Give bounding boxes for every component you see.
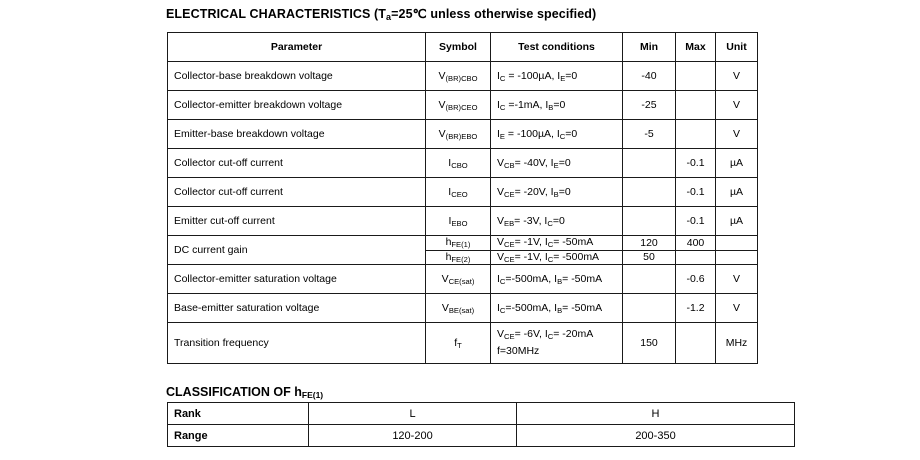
symbol-subscript: EBO [451, 218, 468, 228]
cell-test-conditions [491, 91, 623, 120]
cond-rest2: =0 [552, 214, 565, 227]
cell-unit: V [716, 120, 758, 149]
cond-sub2: C [547, 254, 554, 264]
classification-range-row [168, 425, 795, 447]
table-row [168, 120, 758, 149]
symbol-subscript: CBO [451, 160, 468, 170]
table-row [168, 149, 758, 178]
symbol-main: V [438, 98, 446, 111]
table-row [168, 62, 758, 91]
cell-max: -0.1 [676, 178, 716, 207]
classification-table [167, 402, 795, 447]
symbol-subscript: (BR)EBO [445, 131, 478, 141]
cond-sub2: B [553, 189, 559, 199]
cell-test-conditions [491, 250, 623, 265]
cond-rest2: =0 [565, 127, 578, 140]
symbol-main: I [448, 156, 452, 169]
table-row [168, 265, 758, 294]
classification-title-subscript: FE(1) [301, 390, 324, 400]
cond-main: I [497, 69, 500, 82]
section-title-prefix: ELECTRICAL CHARACTERISTICS (T [166, 7, 387, 21]
cell-parameter: Collector-emitter breakdown voltage [168, 91, 426, 120]
cond-rest2: =0 [558, 185, 571, 198]
cond-sub: CE [504, 240, 515, 250]
cell-min [623, 178, 676, 207]
cell-unit [716, 250, 758, 265]
cond-main: V [497, 214, 505, 227]
section-title-subscript: a [386, 12, 392, 22]
cell-min: 50 [623, 250, 676, 265]
symbol-main: f [454, 336, 458, 349]
symbol-subscript: CE(sat) [448, 276, 475, 286]
cell-unit [716, 236, 758, 251]
cell-max: -0.1 [676, 149, 716, 178]
cond-sub2: E [553, 160, 559, 170]
cond-rest2: = -50mA [562, 272, 603, 285]
cell-min: -5 [623, 120, 676, 149]
cond-main: V [497, 156, 505, 169]
symbol-main: V [438, 69, 446, 82]
cond-sub2: C [547, 332, 554, 341]
cell-test-conditions [491, 323, 623, 364]
symbol-subscript: T [457, 340, 462, 350]
symbol-main: I [448, 185, 452, 198]
cond-sub2: B [548, 102, 554, 112]
cond-rest2: = -50mA [553, 236, 594, 249]
cell-min: -40 [623, 62, 676, 91]
cell-test-conditions [491, 178, 623, 207]
symbol-main: h [445, 236, 452, 249]
cell-test-conditions [491, 265, 623, 294]
cell-symbol [426, 250, 491, 265]
cond-rest: =-500mA, I [505, 301, 558, 314]
cond-rest2: = -50mA [562, 301, 603, 314]
cond-main: V [497, 250, 505, 263]
cell-min [623, 294, 676, 323]
cell-unit: µA [716, 149, 758, 178]
cell-symbol [426, 323, 491, 364]
cond-main: I [497, 272, 500, 285]
cell-symbol [426, 178, 491, 207]
cell-parameter: Emitter cut-off current [168, 207, 426, 236]
table-row [168, 236, 758, 251]
cond-sub2: C [547, 218, 553, 228]
header-parameter: Parameter [168, 33, 426, 62]
cond-rest2: =0 [558, 156, 571, 169]
cond-rest: = -100µA, I [505, 69, 561, 82]
header-symbol: Symbol [426, 33, 491, 62]
cond-main: V [497, 328, 505, 340]
cell-unit: µA [716, 178, 758, 207]
symbol-subscript: CEO [451, 189, 468, 199]
cond-main: V [497, 185, 505, 198]
section-title [166, 6, 596, 22]
cond-rest: = -1V, I [514, 250, 548, 263]
cond-sub2: B [557, 305, 563, 315]
cell-min: 150 [623, 323, 676, 364]
cond-rest: = -100µA, I [505, 127, 560, 140]
symbol-subscript: (BR)CBO [445, 73, 478, 83]
cell-symbol [426, 62, 491, 91]
cond-rest: = -6V, I [514, 328, 548, 340]
cond-sub: CE [504, 332, 515, 341]
table-header-row [168, 33, 758, 62]
cell-unit: MHz [716, 323, 758, 364]
cond-rest: = -3V, I [514, 214, 548, 227]
cell-min [623, 149, 676, 178]
cell-parameter: DC current gain [168, 236, 426, 265]
cell-max: -1.2 [676, 294, 716, 323]
symbol-subscript: FE(1) [451, 240, 471, 250]
cell-parameter: Collector cut-off current [168, 149, 426, 178]
cond-sub2: C [547, 240, 554, 250]
cond-line-2: f=30MHz [497, 345, 540, 357]
cell-max [676, 323, 716, 364]
cell-parameter: Collector cut-off current [168, 178, 426, 207]
cond-main: I [497, 98, 500, 111]
header-min: Min [623, 33, 676, 62]
cond-rest: =-500mA, I [505, 272, 558, 285]
cell-test-conditions [491, 294, 623, 323]
cell-parameter: Transition frequency [168, 323, 426, 364]
cell-symbol [426, 236, 491, 251]
cond-rest: =-1mA, I [505, 98, 549, 111]
cell-test-conditions [491, 62, 623, 91]
cell-test-conditions [491, 120, 623, 149]
cell-test-conditions [491, 207, 623, 236]
cond-sub: CE [504, 254, 515, 264]
classification-title-prefix: CLASSIFICATION OF h [166, 385, 302, 399]
classification-rank-l: L [309, 403, 517, 425]
cell-unit: V [716, 265, 758, 294]
header-test-conditions: Test conditions [491, 33, 623, 62]
cell-symbol [426, 294, 491, 323]
cell-min: -25 [623, 91, 676, 120]
cell-parameter: Collector-emitter saturation voltage [168, 265, 426, 294]
cell-min [623, 265, 676, 294]
cond-sub: C [499, 305, 506, 315]
symbol-main: V [438, 127, 446, 140]
table-row [168, 294, 758, 323]
cond-sub: EB [504, 218, 515, 228]
table-row [168, 91, 758, 120]
table-row [168, 207, 758, 236]
cond-rest: = -1V, I [514, 236, 548, 249]
cell-symbol [426, 265, 491, 294]
cond-sub: C [499, 276, 506, 286]
cell-max [676, 91, 716, 120]
cond-main: I [497, 301, 500, 314]
electrical-characteristics-table [167, 32, 758, 364]
cell-min [623, 207, 676, 236]
cell-unit: µA [716, 207, 758, 236]
cond-rest2: =0 [553, 98, 566, 111]
cell-symbol [426, 120, 491, 149]
classification-rank-h: H [517, 403, 795, 425]
cell-max: 400 [676, 236, 716, 251]
cond-rest2: = -20mA [553, 328, 594, 340]
cond-rest: = -20V, I [514, 185, 554, 198]
cond-sub: E [499, 131, 505, 141]
symbol-subscript: (BR)CEO [445, 102, 478, 112]
classification-range-label: Range [168, 425, 309, 447]
classification-rank-label: Rank [168, 403, 309, 425]
header-unit: Unit [716, 33, 758, 62]
cond-sub2: B [557, 276, 563, 286]
symbol-main: I [448, 214, 452, 227]
cell-max [676, 62, 716, 91]
classification-rank-row [168, 403, 795, 425]
cond-sub2: C [559, 131, 566, 141]
symbol-main: V [441, 272, 449, 285]
cond-rest: = -40V, I [514, 156, 554, 169]
header-max: Max [676, 33, 716, 62]
cell-min: 120 [623, 236, 676, 251]
cond-sub2: E [560, 73, 566, 83]
cond-sub: CB [504, 160, 515, 170]
classification-range-l: 120-200 [309, 425, 517, 447]
cell-parameter: Emitter-base breakdown voltage [168, 120, 426, 149]
cell-symbol [426, 91, 491, 120]
cell-max [676, 250, 716, 265]
classification-title [166, 385, 323, 400]
cell-parameter: Collector-base breakdown voltage [168, 62, 426, 91]
symbol-main: h [445, 250, 452, 263]
cell-test-conditions [491, 149, 623, 178]
cond-sub: CE [504, 189, 515, 199]
cell-max [676, 120, 716, 149]
table-row [168, 323, 758, 364]
cell-parameter: Base-emitter saturation voltage [168, 294, 426, 323]
cell-symbol [426, 207, 491, 236]
section-title-suffix: =25℃ unless otherwise specified) [391, 7, 597, 21]
symbol-main: V [441, 301, 449, 314]
cell-max: -0.6 [676, 265, 716, 294]
cond-rest2: =0 [565, 69, 578, 82]
symbol-subscript: BE(sat) [448, 305, 475, 315]
cond-line-1 [497, 327, 616, 344]
cell-unit: V [716, 62, 758, 91]
cond-sub: C [499, 102, 506, 112]
cond-main: I [497, 127, 500, 140]
classification-range-h: 200-350 [517, 425, 795, 447]
cell-symbol [426, 149, 491, 178]
cell-max: -0.1 [676, 207, 716, 236]
cell-unit: V [716, 294, 758, 323]
cond-sub: C [499, 73, 506, 83]
cond-main: V [497, 236, 505, 249]
symbol-subscript: FE(2) [451, 254, 471, 264]
cond-rest2: = -500mA [553, 250, 600, 263]
cell-test-conditions [491, 236, 623, 251]
cell-unit: V [716, 91, 758, 120]
table-row [168, 178, 758, 207]
